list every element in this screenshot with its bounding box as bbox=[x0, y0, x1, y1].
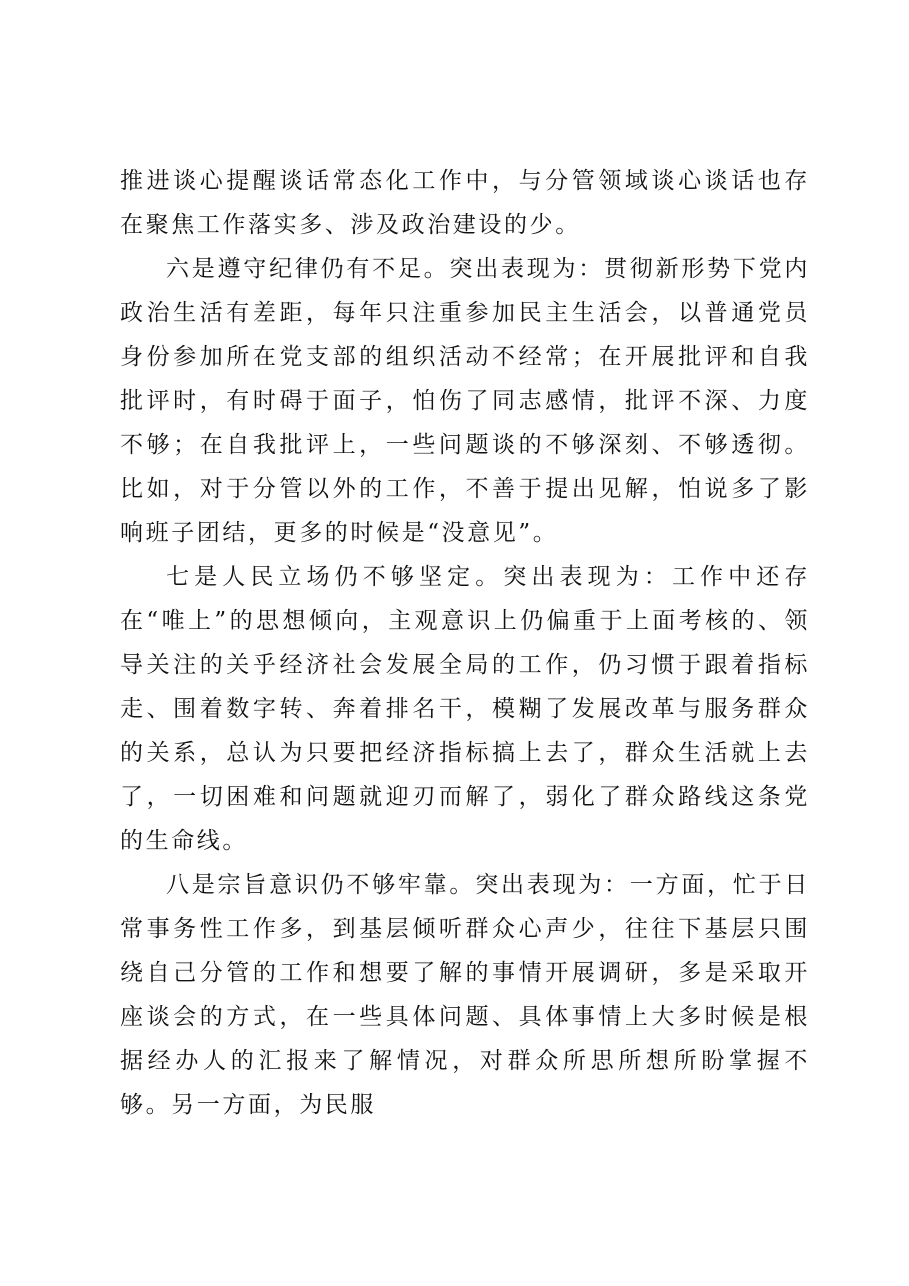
paragraph-purpose-awareness: 八是宗旨意识仍不够牢靠。突出表现为：一方面，忙于日常事务性工作多，到基层倾听群众心声少，往往下基层只围绕自己分管的工作和想要了解的事情开展调研，多是采取开座谈会的方式，在一些具体问题、具体事情上大多时候是根据经办人的汇报来了解情况，对群众所思所想所盼掌握不够。另一方面，为民服 bbox=[120, 872, 810, 1118]
paragraph-discipline: 六是遵守纪律仍有不足。突出表现为：贯彻新形势下党内政治生活有差距，每年只注重参加民主生活会，以普通党员身份参加所在党支部的组织活动不经常；在开展批评和自我批评时，有时碍于面子，怕伤了同志感情，批评不深、力度不够；在自我批评上，一些问题谈的不够深刻、不够透彻。比如，对于分管以外的工作，不善于提出见解，怕说多了影响班子团结，更多的时候是“没意见”。 bbox=[120, 256, 810, 546]
paragraph-continuation: 推进谈心提醒谈话常态化工作中，与分管领域谈心谈话也存在聚焦工作落实多、涉及政治建设的少。 bbox=[120, 168, 810, 238]
document-body bbox=[120, 159, 810, 1127]
paragraph-people-stance: 七是人民立场仍不够坚定。突出表现为：工作中还存在“唯上”的思想倾向，主观意识上仍偏重于上面考核的、领导关注的关乎经济社会发展全局的工作，仍习惯于跟着指标走、围着数字转、奔着排名干，模糊了发展改革与服务群众的关系，总认为只要把经济指标搞上去了，群众生活就上去了，一切困难和问题就迎刃而解了，弱化了群众路线这条党的生命线。 bbox=[120, 564, 810, 854]
